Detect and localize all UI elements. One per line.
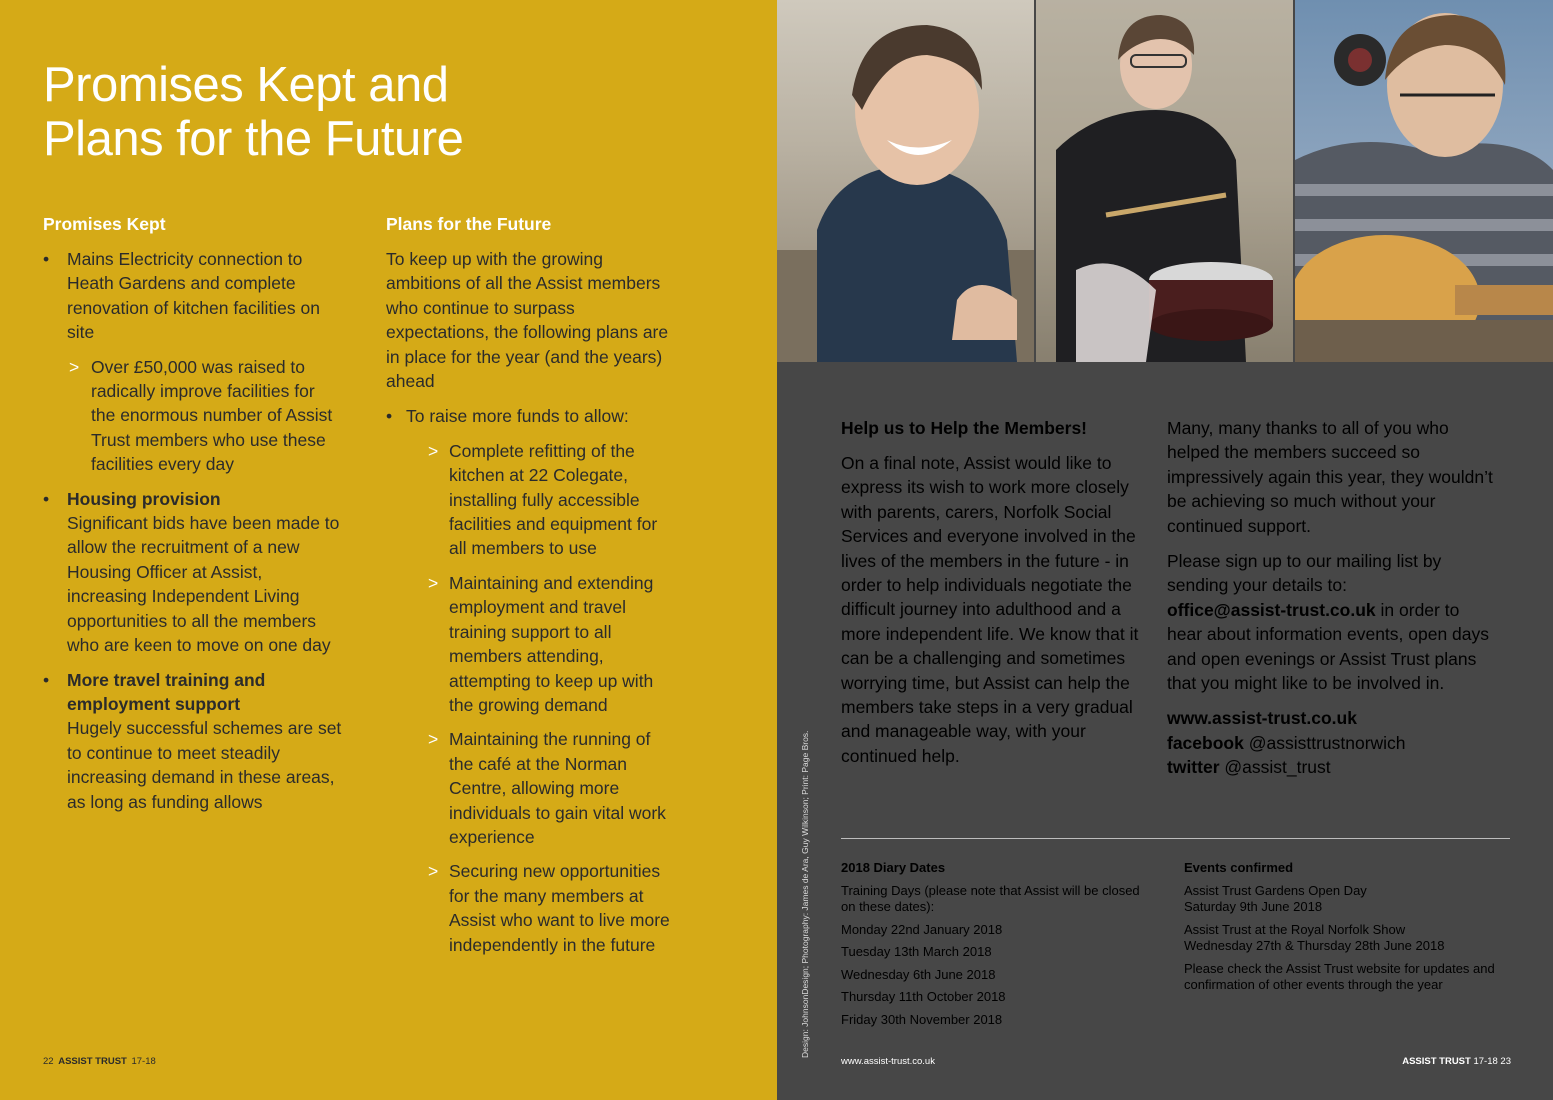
diary-dates: 2018 Diary Dates Training Days (please note that Assist will be closed on these dates): Monday 22nd January 2018 Tuesday 13th March 2018 Wednesday 6th June 2018 Thursday 11th October 2018 Friday 30th November 2018 [841,860,1140,1027]
facebook-handle[interactable]: @assisttrustnorwich [1248,732,1406,753]
contact-block [1167,706,1497,779]
page-title: Promises Kept and Plans for the Future [43,58,464,166]
promises-kept-column [43,212,343,824]
plans-heading: Plans for the Future [386,214,552,234]
list-item: Thursday 11th October 2018 [841,989,1006,1004]
thanks-text: Many, many thanks to all of you who helped the members succeed so impressively again this year, they wouldn’t be achieving so much without your continued support. [1167,418,1493,536]
diary-heading: 2018 Diary Dates [841,860,946,875]
list-item: • Housing provision Significant bids have been made to allow the recruitment of a new Housing Officer at Assist, increasing Independent Living opportunities to all the members who are keen to move on one day [43,487,343,658]
promises-kept-heading: Promises Kept [43,214,166,234]
list-item: • More travel training and employment support Hugely successful schemes are set to continue to meet steadily increasing demand in these areas, as long as funding allows [43,668,343,814]
plans-column [386,212,676,967]
list-item: Assist Trust Gardens Open Day Saturday 9th June 2018 [1184,882,1367,914]
travel-heading: More travel training and employment support [67,669,266,714]
help-heading: Help us to Help the Members! [841,418,1088,438]
credit-line: Design: JohnsonDesign; Photography: James de Ara, Guy Wilkinson; Print: Page Bros. [800,730,810,1058]
twitter-label: twitter [1167,757,1220,778]
list-item: Wednesday 6th June 2018 [841,966,996,982]
events-heading: Events confirmed [1184,860,1294,875]
list-item: Assist Trust at the Royal Norfolk Show Wednesday 27th & Thursday 28th June 2018 [1184,921,1445,953]
smiling-member-photo [777,0,1034,362]
list-item: • Mains Electricity connection to Heath Gardens and complete renovation of kitchen facilities on site > Over £50,000 was raised to radically improve facilities for the enormous number of Assist Trust members who use these facilities every day [43,247,343,477]
sub-item: > Complete refitting of the kitchen at 22 Colegate, installing fully accessible facilities and equipment for all members to use [406,439,676,561]
list-item: Friday 30th November 2018 [841,1011,1003,1027]
footer-url: www.assist-trust.co.uk [841,1056,935,1067]
sub-item: > Securing new opportunities for the many members at Assist who want to live more independently in the future [406,859,676,957]
sub-item: > Over £50,000 was raised to radically improve facilities for the enormous number of Assist Trust members who use these facilities every day [67,355,343,477]
page-footer-left: 22 ASSIST TRUST 17-18 [43,1056,156,1067]
help-column [841,416,1141,779]
signup-text: Please sign up to our mailing list by sending your details to: office@assist-trust.co.uk in order to hear about information events, open days and open evenings or Assist Trust plans that you might like to be involved in. [1167,551,1490,694]
sub-item: > Maintaining and extending employment and travel training support to all members attending, attempting to keep up with the growing demand [406,571,676,717]
email-link[interactable]: office@assist-trust.co.uk [1167,599,1376,620]
facebook-label: facebook [1167,732,1244,753]
list-item: Monday 22nd January 2018 [841,921,1003,937]
thanks-column [1167,416,1497,791]
list-item: Tuesday 13th March 2018 [841,944,992,959]
list-item: • To raise more funds to allow: > Complete refitting of the kitchen at 22 Colegate, installing fully accessible facilities and equipment for all members to use > Maintaining and extending employment and travel training support to all members attending, attempting to keep up with the growing demand > Maintaining the running of the café at the Norman Centre, allowing more individuals to gain vital work experience > Securing new opportunities for the many members at Assist who want to live more independently in the future [386,404,676,957]
events-confirmed [1184,860,1504,1000]
website-link[interactable]: www.assist-trust.co.uk [1167,708,1357,729]
page-footer-right: ASSIST TRUST 17-18 23 [1402,1056,1511,1067]
plans-intro: To keep up with the growing ambitions of all the Assist members who continue to surpass expectations, the following plans are in place for the year (and the years) ahead [386,249,669,392]
sub-item: > Maintaining the running of the café at the Norman Centre, allowing more individuals to gain vital work experience [406,727,676,849]
list-item: Please check the Assist Trust website for updates and confirmation of other events through the year [1184,960,1495,992]
guitar-member-photo [1295,0,1553,362]
drumming-member-photo [1036,0,1293,362]
twitter-handle[interactable]: @assist_trust [1224,757,1331,778]
section-divider [841,838,1510,839]
housing-heading: Housing provision [67,488,221,509]
help-text: On a final note, Assist would like to express its wish to work more closely with parents, carers, Norfolk Social Services and everyone involved in the lives of the members in the future - in order to help individuals negotiate the difficult journey into adulthood and a more independent life. We know that it can be a challenging and sometimes worrying time, but Assist can help the members take steps in a very gradual and manageable way, with your continued help. [841,453,1139,766]
